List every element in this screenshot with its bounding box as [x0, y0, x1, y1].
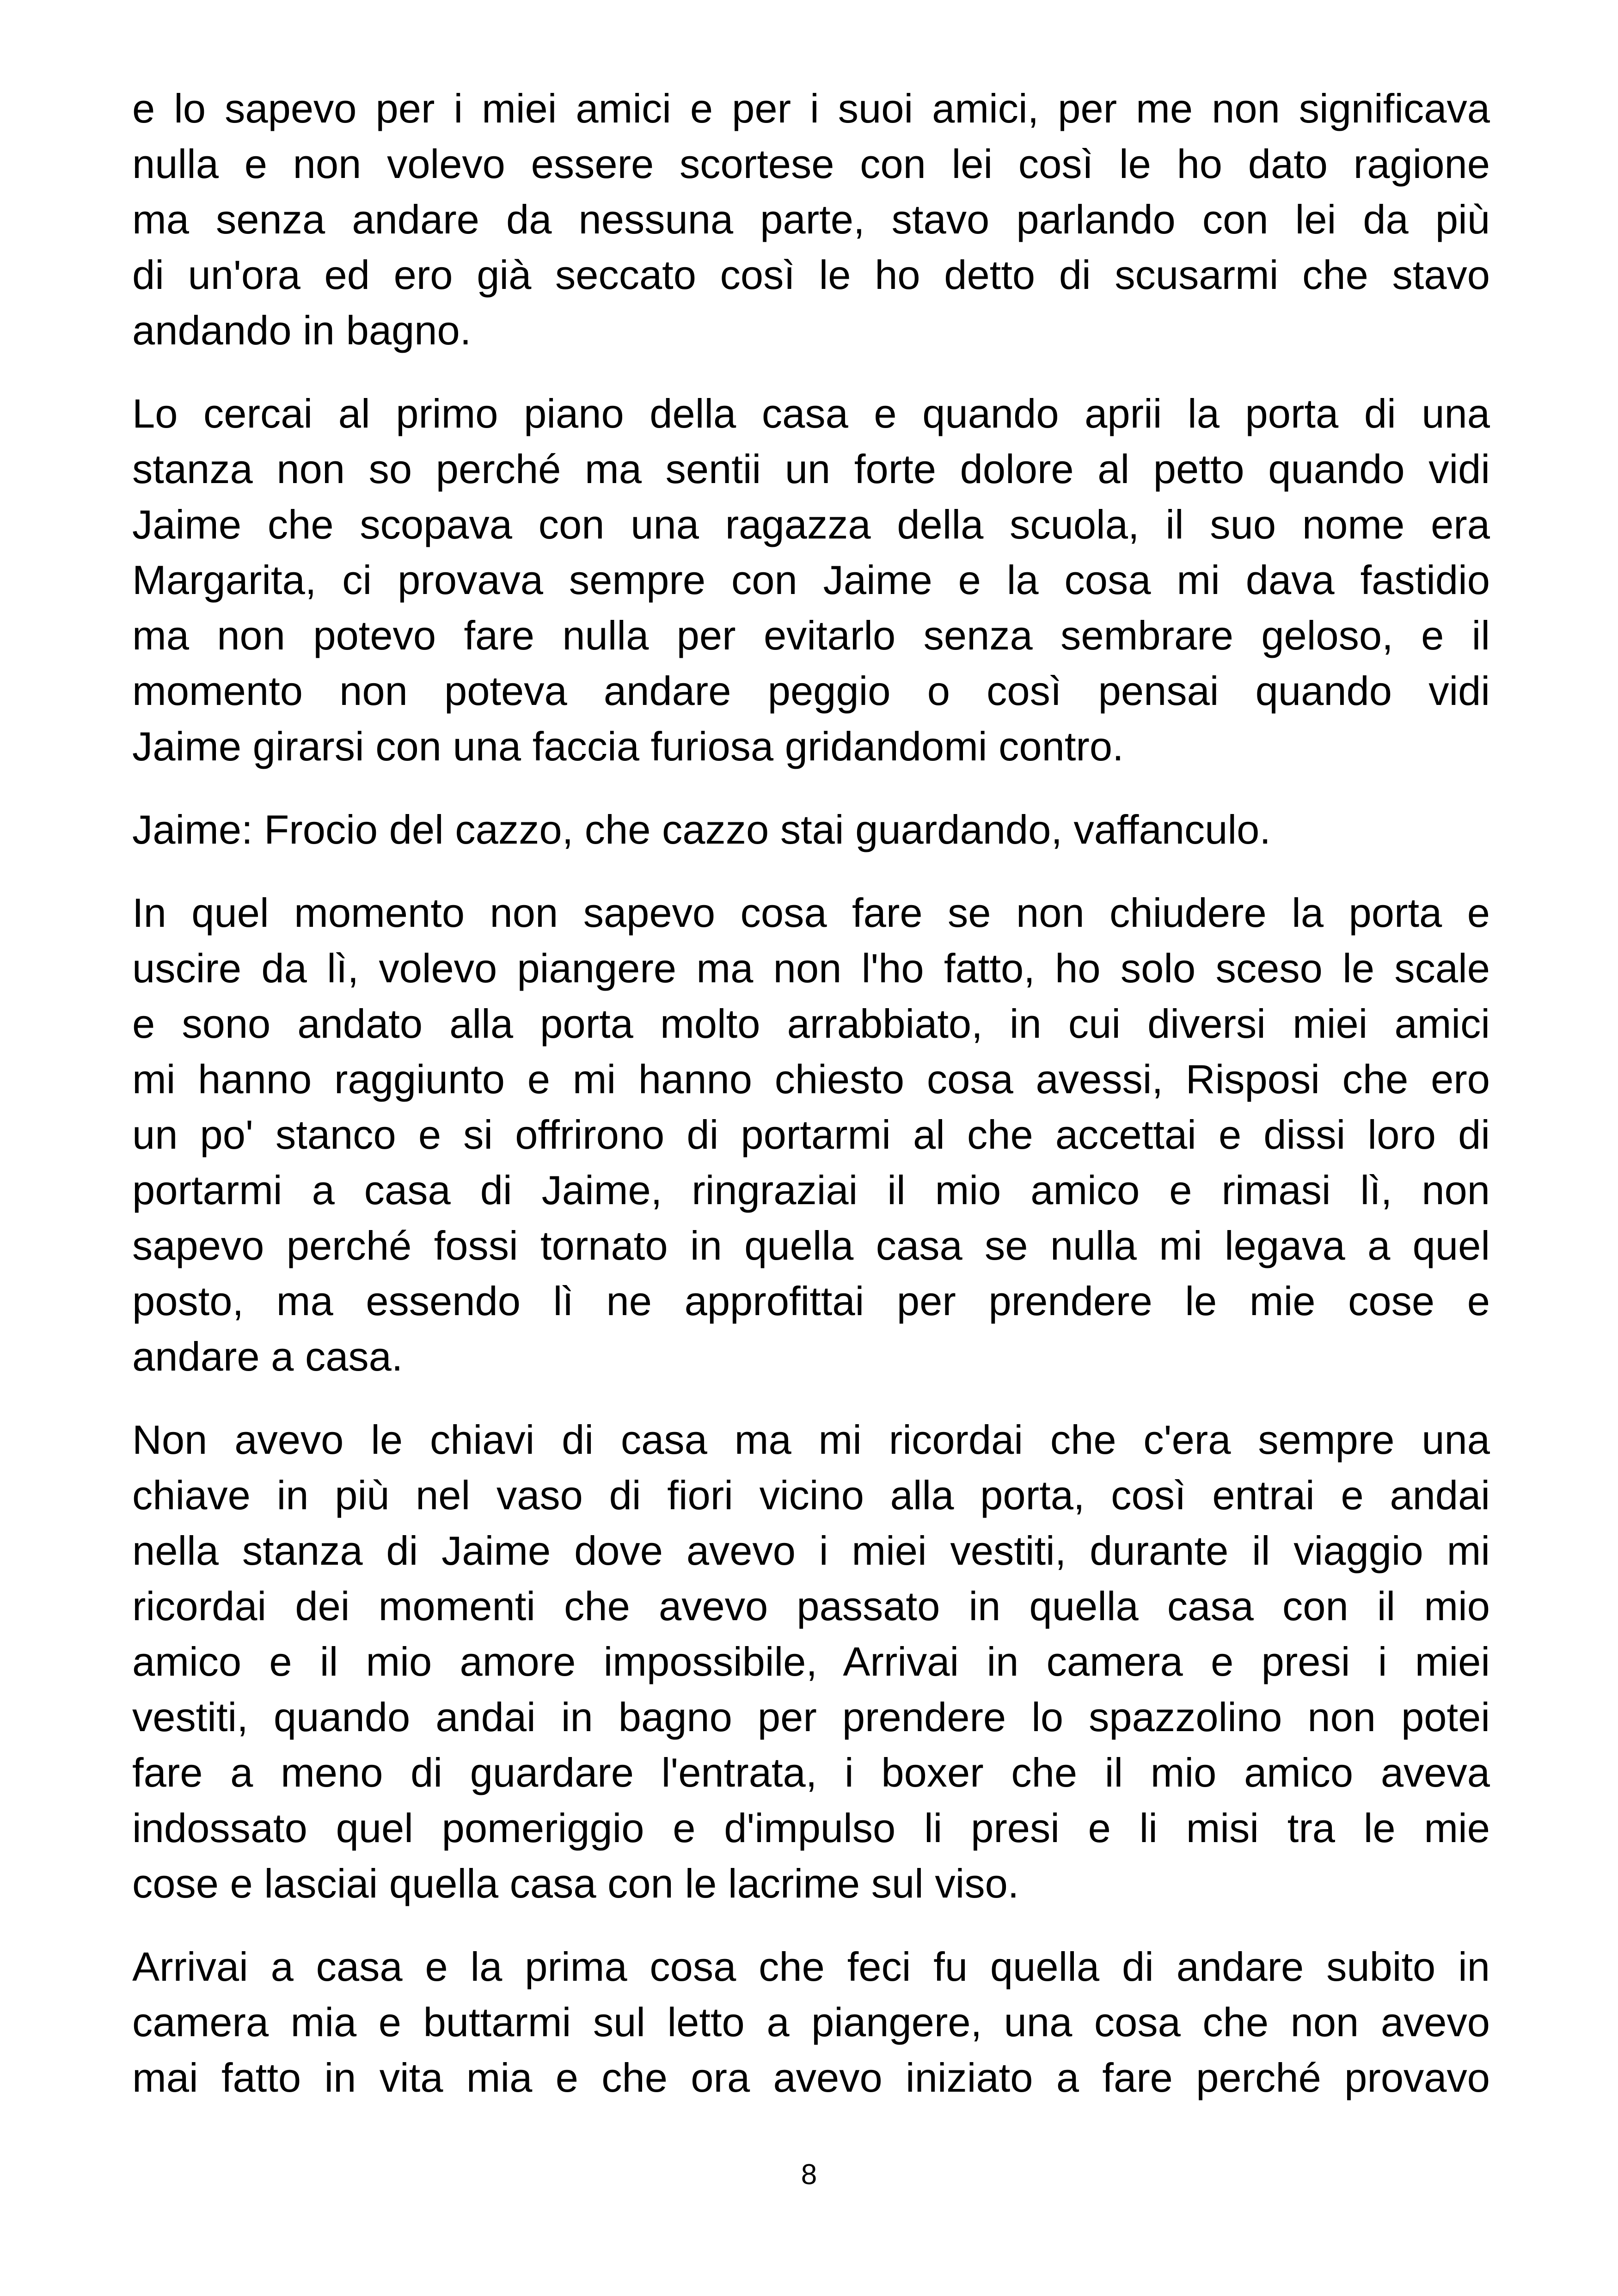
text-line: uscire da lì, volevo piangere ma non l'ho fatto, ho solo sceso le scale: [132, 945, 1490, 991]
text-line: andare a casa.: [132, 1334, 403, 1379]
text-line: fare a meno di guardare l'entrata, i boxer che il mio amico aveva: [132, 1750, 1490, 1795]
text-line: Jaime girarsi con una faccia furiosa gridandomi contro.: [132, 723, 1124, 769]
text-line: andando in bagno.: [132, 307, 472, 353]
text-line: ma non potevo fare nulla per evitarlo senza sembrare geloso, e il: [132, 612, 1490, 658]
text-line: un po' stanco e si offrirono di portarmi al che accettai e dissi loro di: [132, 1112, 1490, 1157]
text-line: portarmi a casa di Jaime, ringraziai il mio amico e rimasi lì, non: [132, 1167, 1490, 1213]
paragraph-4: [132, 885, 1490, 1384]
text-line: Non avevo le chiavi di casa ma mi ricordai che c'era sempre una: [132, 1417, 1490, 1463]
paragraph-3-dialogue: [132, 802, 1490, 857]
paragraph-1: [132, 81, 1490, 358]
text-line: Jaime: Frocio del cazzo, che cazzo stai guardando, vaffanculo.: [132, 807, 1271, 852]
paragraph-6: [132, 1939, 1490, 2106]
page-body-text: [132, 81, 1490, 2133]
text-line: di un'ora ed ero già seccato così le ho detto di scusarmi che stavo: [132, 252, 1490, 298]
text-line: nella stanza di Jaime dove avevo i miei vestiti, durante il viaggio mi: [132, 1528, 1490, 1574]
text-line: Margarita, ci provava sempre con Jaime e la cosa mi dava fastidio: [132, 557, 1490, 603]
text-line: ma senza andare da nessuna parte, stavo parlando con lei da più: [132, 196, 1490, 242]
text-line: cose e lasciai quella casa con le lacrime sul viso.: [132, 1861, 1019, 1906]
text-line: e lo sapevo per i miei amici e per i suoi amici, per me non significava: [132, 86, 1490, 131]
paragraph-5: [132, 1412, 1490, 1911]
text-line: chiave in più nel vaso di fiori vicino alla porta, così entrai e andai: [132, 1472, 1490, 1518]
text-line: posto, ma essendo lì ne approfittai per prendere le mie cose e: [132, 1278, 1490, 1324]
text-line: Lo cercai al primo piano della casa e quando aprii la porta di una: [132, 391, 1490, 436]
text-line: sapevo perché fossi tornato in quella casa se nulla mi legava a quel: [132, 1223, 1490, 1268]
text-line: indossato quel pomeriggio e d'impulso li presi e li misi tra le mie: [132, 1805, 1490, 1851]
text-line: nulla e non volevo essere scortese con lei così le ho dato ragione: [132, 141, 1490, 187]
paragraph-2: [132, 386, 1490, 774]
text-line: momento non poteva andare peggio o così pensai quando vidi: [132, 668, 1490, 714]
text-line: vestiti, quando andai in bagno per prendere lo spazzolino non potei: [132, 1694, 1490, 1740]
text-line: In quel momento non sapevo cosa fare se non chiudere la porta e: [132, 890, 1490, 936]
text-line: mai fatto in vita mia e che ora avevo iniziato a fare perché provavo: [132, 2055, 1490, 2100]
text-line: mi hanno raggiunto e mi hanno chiesto cosa avessi, Risposi che ero: [132, 1056, 1490, 1102]
page-number: 8: [801, 2159, 817, 2191]
text-line: Jaime che scopava con una ragazza della scuola, il suo nome era: [132, 502, 1490, 547]
text-line: camera mia e buttarmi sul letto a piangere, una cosa che non avevo: [132, 1999, 1490, 2045]
text-line: amico e il mio amore impossibile, Arrivai in camera e presi i miei: [132, 1639, 1490, 1684]
text-line: Arrivai a casa e la prima cosa che feci fu quella di andare subito in: [132, 1944, 1490, 1990]
text-line: ricordai dei momenti che avevo passato in quella casa con il mio: [132, 1583, 1490, 1629]
text-line: stanza non so perché ma sentii un forte dolore al petto quando vidi: [132, 446, 1490, 492]
text-line: e sono andato alla porta molto arrabbiato, in cui diversi miei amici: [132, 1001, 1490, 1047]
